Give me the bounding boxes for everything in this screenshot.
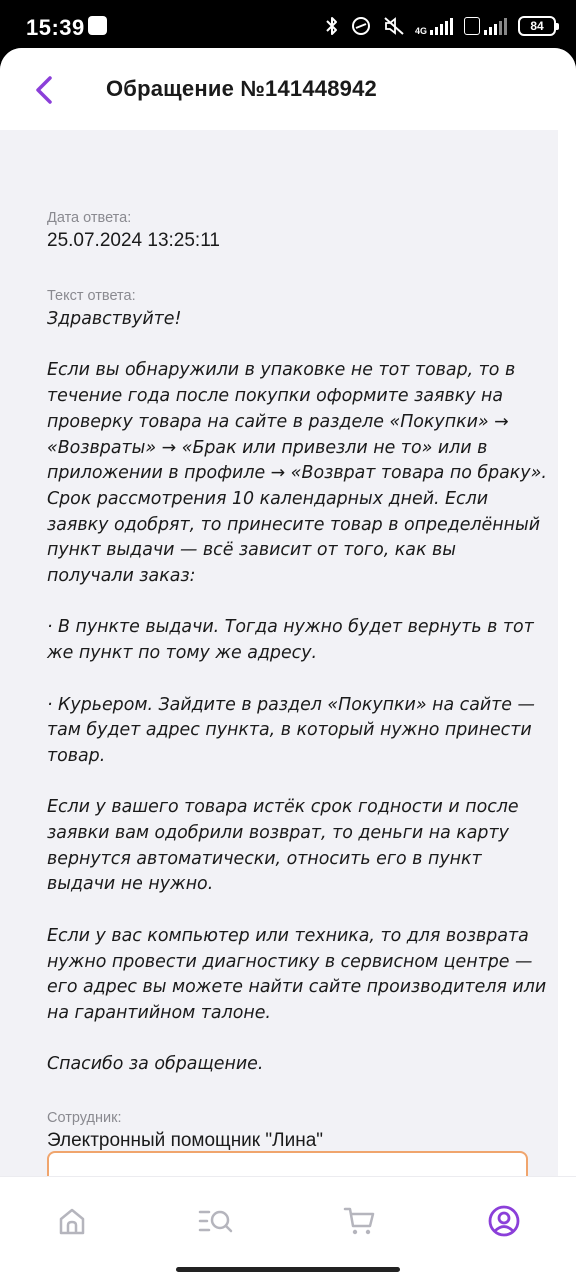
date-label: Дата ответа: [47, 210, 132, 226]
status-bar [0, 0, 576, 50]
response-paragraph: · В пункте выдачи. Тогда нужно будет вернуть в тот же пункт по тому же адресу. [47, 617, 534, 664]
page-title: Обращение №141448942 [106, 76, 377, 101]
bluetooth-icon [324, 15, 340, 37]
notification-icon [88, 16, 107, 35]
signal-icon [429, 16, 455, 36]
volte-badge [464, 17, 480, 35]
header [0, 48, 576, 130]
signal-icon-2 [483, 16, 509, 36]
home-icon [56, 1205, 88, 1237]
mute-icon [382, 15, 406, 37]
nav-profile[interactable] [482, 1199, 526, 1243]
response-paragraph: Если вы обнаружили в упаковке не тот товар, то в течение года после покупки оформите заявку на проверку товара на сайте в разделе «Покупки» → «Возвраты» → «Брак или привезли не то» или в приложении в профиле → «Возврат товара по браку». Срок рассмотрения 10 календарных дней. Если заявку одобрят, то принесите товар в определённый пункт выдачи — всё зависит от того, как вы получали заказ: [47, 360, 547, 587]
response-paragraph: Если у вашего товара истёк срок годности и после заявки вам одобрили возврат, то деньги на карту вернутся автоматически, относить его в пункт выдачи не нужно. [47, 797, 519, 895]
date-value: 25.07.2024 13:25:11 [47, 230, 220, 251]
chevron-left-icon [33, 75, 55, 105]
response-paragraph: Если у вас компьютер или техника, то для возврата нужно провести диагностику в сервисном центре — его адрес вы можете найти сайте производителя или на гарантийном талоне. [47, 925, 547, 1023]
profile-icon [487, 1204, 521, 1238]
cart-icon [343, 1205, 377, 1237]
battery-icon [518, 16, 556, 36]
response-paragraph: Спасибо за обращение. [47, 1054, 264, 1075]
nav-catalog[interactable] [194, 1199, 238, 1243]
response-paragraph: Здравствуйте! [47, 309, 182, 329]
appeal-screen [0, 48, 576, 1280]
home-indicator[interactable] [176, 1267, 400, 1272]
link-icon [349, 15, 373, 37]
catalog-search-icon [197, 1205, 235, 1237]
nav-home[interactable] [50, 1199, 94, 1243]
response-text [47, 307, 547, 1104]
response-card [0, 130, 558, 1190]
status-icons [324, 13, 556, 39]
bottom-nav [0, 1176, 576, 1280]
nav-cart[interactable] [338, 1199, 382, 1243]
response-paragraph: · Курьером. Зайдите в раздел «Покупки» на сайте — там будет адрес пункта, в который нужно принести товар. [47, 694, 535, 766]
battery-level: 84 [530, 19, 544, 33]
employee-label: Сотрудник: [47, 1110, 122, 1126]
employee-value: Электронный помощник "Лина" [47, 1130, 324, 1151]
back-button[interactable] [24, 68, 64, 112]
text-label: Текст ответа: [47, 288, 136, 304]
status-time: 15:39 [26, 15, 85, 40]
network-type: 4G [414, 26, 427, 36]
